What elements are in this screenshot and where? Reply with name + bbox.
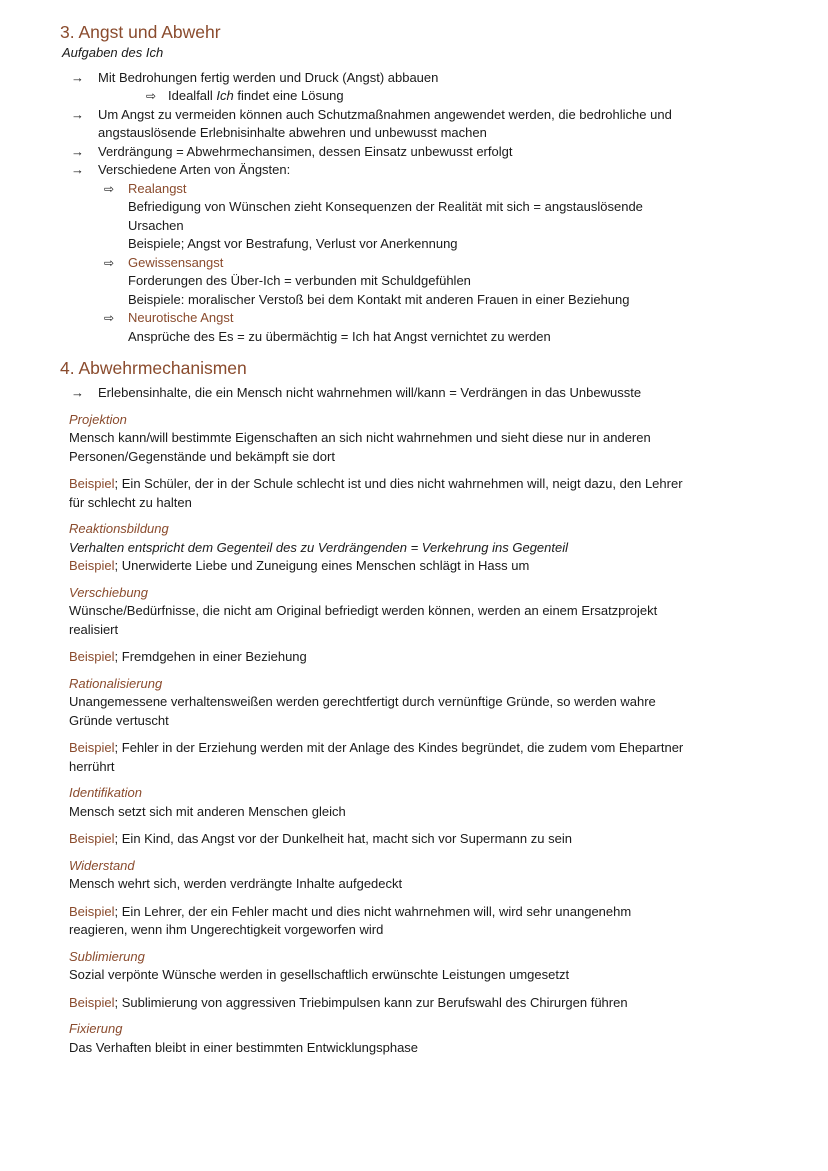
anxiety-kind: ⇨ Neurotische Angst Ansprüche des Es = zu übermächtig = Ich hat Angst vernichtet zu werden <box>104 310 551 344</box>
outline-arrow-icon: ⇨ <box>146 89 157 103</box>
list-subitem: ⇨ Idealfall Ich findet eine Lösung <box>60 87 768 106</box>
section-3-heading: 3. Angst und Abwehr <box>60 22 221 42</box>
mechanism-title: Reaktionsbildung <box>69 521 169 536</box>
section-3-list <box>60 69 768 180</box>
mechanism-block: Rationalisierung Unangemessene verhaltensweißen werden gerechtfertigt durch vernünftige Gründe, so werden wahre Gründe vertuscht Beispiel; Fehler in der Erziehung werden mit der Anlage des Kindes begründet, die zudem vom Ehepartner herrührt <box>69 675 768 777</box>
mechanism-title: Identifikation <box>69 785 142 800</box>
mechanism-title: Fixierung <box>69 1021 123 1036</box>
section-4-heading: 4. Abwehrmechanismen <box>60 358 247 378</box>
list-item: → Mit Bedrohungen fertig werden und Druck (Angst) abbauen <box>60 69 768 88</box>
arrow-right-icon: → <box>71 106 84 122</box>
mechanism-block: Fixierung Das Verhaften bleibt in einer bestimmten Entwicklungsphase <box>69 1020 768 1057</box>
mechanism-example: Beispiel; Fremdgehen in einer Beziehung <box>69 649 307 664</box>
mechanism-block: Sublimierung Sozial verpönte Wünsche werden in gesellschaftlich erwünschte Leistungen umgesetzt Beispiel; Sublimierung von aggressiven Triebimpulsen kann zur Berufswahl des Chirurgen führen <box>69 948 768 1013</box>
mechanism-example: Beispiel; Ein Schüler, der in der Schule schlecht ist und dies nicht wahrnehmen will, neigt dazu, den Lehrer für schlecht zu halten <box>69 476 683 510</box>
mechanisms <box>60 411 768 1058</box>
mechanism-block: Verschiebung Wünsche/Bedürfnisse, die nicht am Original befriedigt werden können, werden an einem Ersatzprojekt realisiert Beispiel; Fremdgehen in einer Beziehung <box>69 584 768 667</box>
mechanism-title: Sublimierung <box>69 948 145 964</box>
arrow-right-icon: → <box>71 385 84 400</box>
outline-arrow-icon: ⇨ <box>104 311 115 325</box>
mechanism-example: Beispiel; Ein Kind, das Angst vor der Dunkelheit hat, macht sich vor Supermann zu sein <box>69 831 572 846</box>
mechanism-block: Identifikation Mensch setzt sich mit anderen Menschen gleich Beispiel; Ein Kind, das Angst vor der Dunkelheit hat, macht sich vor Supermann zu sein <box>69 784 768 849</box>
mechanism-block: Reaktionsbildung Verhalten entspricht dem Gegenteil des zu Verdrängenden = Verkehrung ins Gegenteil Beispiel; Unerwiderte Liebe und Zuneigung eines Menschen schlägt in Hass um <box>69 520 768 576</box>
anxiety-kind: ⇨ Gewissensangst Forderungen des Über-Ich = verbunden mit Schuldgefühlen Beispiele: moralischer Verstoß bei dem Kontakt mit anderen Frauen in einer Beziehung <box>104 254 630 307</box>
anxiety-kind-title: Realangst <box>128 180 187 196</box>
list-item: → Erlebensinhalte, die ein Mensch nicht wahrnehmen will/kann = Verdrängen in das Unbewusste <box>60 384 768 403</box>
arrow-right-icon: → <box>71 143 84 159</box>
arrow-right-icon: → <box>71 162 84 177</box>
anxiety-kind: ⇨ Realangst Befriedigung von Wünschen zieht Konsequenzen der Realität mit sich = angstauslösende Ursachen Beispiele; Angst vor Bestrafung, Verlust vor Anerkennung <box>104 180 643 251</box>
outline-arrow-icon: ⇨ <box>104 255 115 270</box>
mechanism-title: Widerstand <box>69 857 135 873</box>
mechanism-block: Widerstand Mensch wehrt sich, werden verdrängte Inhalte aufgedeckt Beispiel; Ein Lehrer, der ein Fehler macht und dies nicht wahrnehmen will, wird sehr unangenehm reagieren, wenn ihm Ungerechtigkeit vorgeworfen wird <box>69 857 768 940</box>
mechanism-example: Beispiel; Unerwiderte Liebe und Zuneigung eines Menschen schlägt in Hass um <box>69 558 530 573</box>
list-item: → Um Angst zu vermeiden können auch Schutzmaßnahmen angewendet werden, die bedrohliche und angstauslösende Erlebnisinhalte abwehren und unbewusst machen <box>71 106 672 140</box>
anxiety-kind-title: Gewissensangst <box>128 254 224 270</box>
anxiety-kind-title: Neurotische Angst <box>128 310 234 325</box>
mechanism-example: Beispiel; Fehler in der Erziehung werden mit der Anlage des Kindes begründet, die zudem vom Ehepartner herrührt <box>69 740 684 774</box>
mechanism-title: Verschiebung <box>69 584 149 600</box>
mechanism-example: Beispiel; Ein Lehrer, der ein Fehler macht und dies nicht wahrnehmen will, wird sehr unangenehm reagieren, wenn ihm Ungerechtigkeit vorgeworfen wird <box>69 903 632 937</box>
mechanism-title: Projektion <box>69 411 127 427</box>
mechanism-example: Beispiel; Sublimierung von aggressiven Triebimpulsen kann zur Berufswahl des Chirurgen führen <box>69 994 628 1010</box>
arrow-right-icon: → <box>71 69 84 85</box>
list-item: → Verdrängung = Abwehrmechansimen, dessen Einsatz unbewusst erfolgt <box>60 143 768 162</box>
list-item: → Verschiedene Arten von Ängsten: <box>60 161 768 180</box>
anxiety-kinds <box>60 180 768 347</box>
mechanism-title: Rationalisierung <box>69 675 163 691</box>
mechanism-block: Projektion Mensch kann/will bestimmte Eigenschaften an sich nicht wahrnehmen und sieht diese nur in anderen Personen/Gegenstände und bekämpft sie dort Beispiel; Ein Schüler, der in der Schule schlecht ist und dies nicht wahrnehmen will, neigt dazu, den Lehrer für schlecht zu halten <box>69 411 768 513</box>
section-3-subheading: Aufgaben des Ich <box>62 45 164 60</box>
section-4-list <box>60 384 768 403</box>
outline-arrow-icon: ⇨ <box>104 181 115 196</box>
